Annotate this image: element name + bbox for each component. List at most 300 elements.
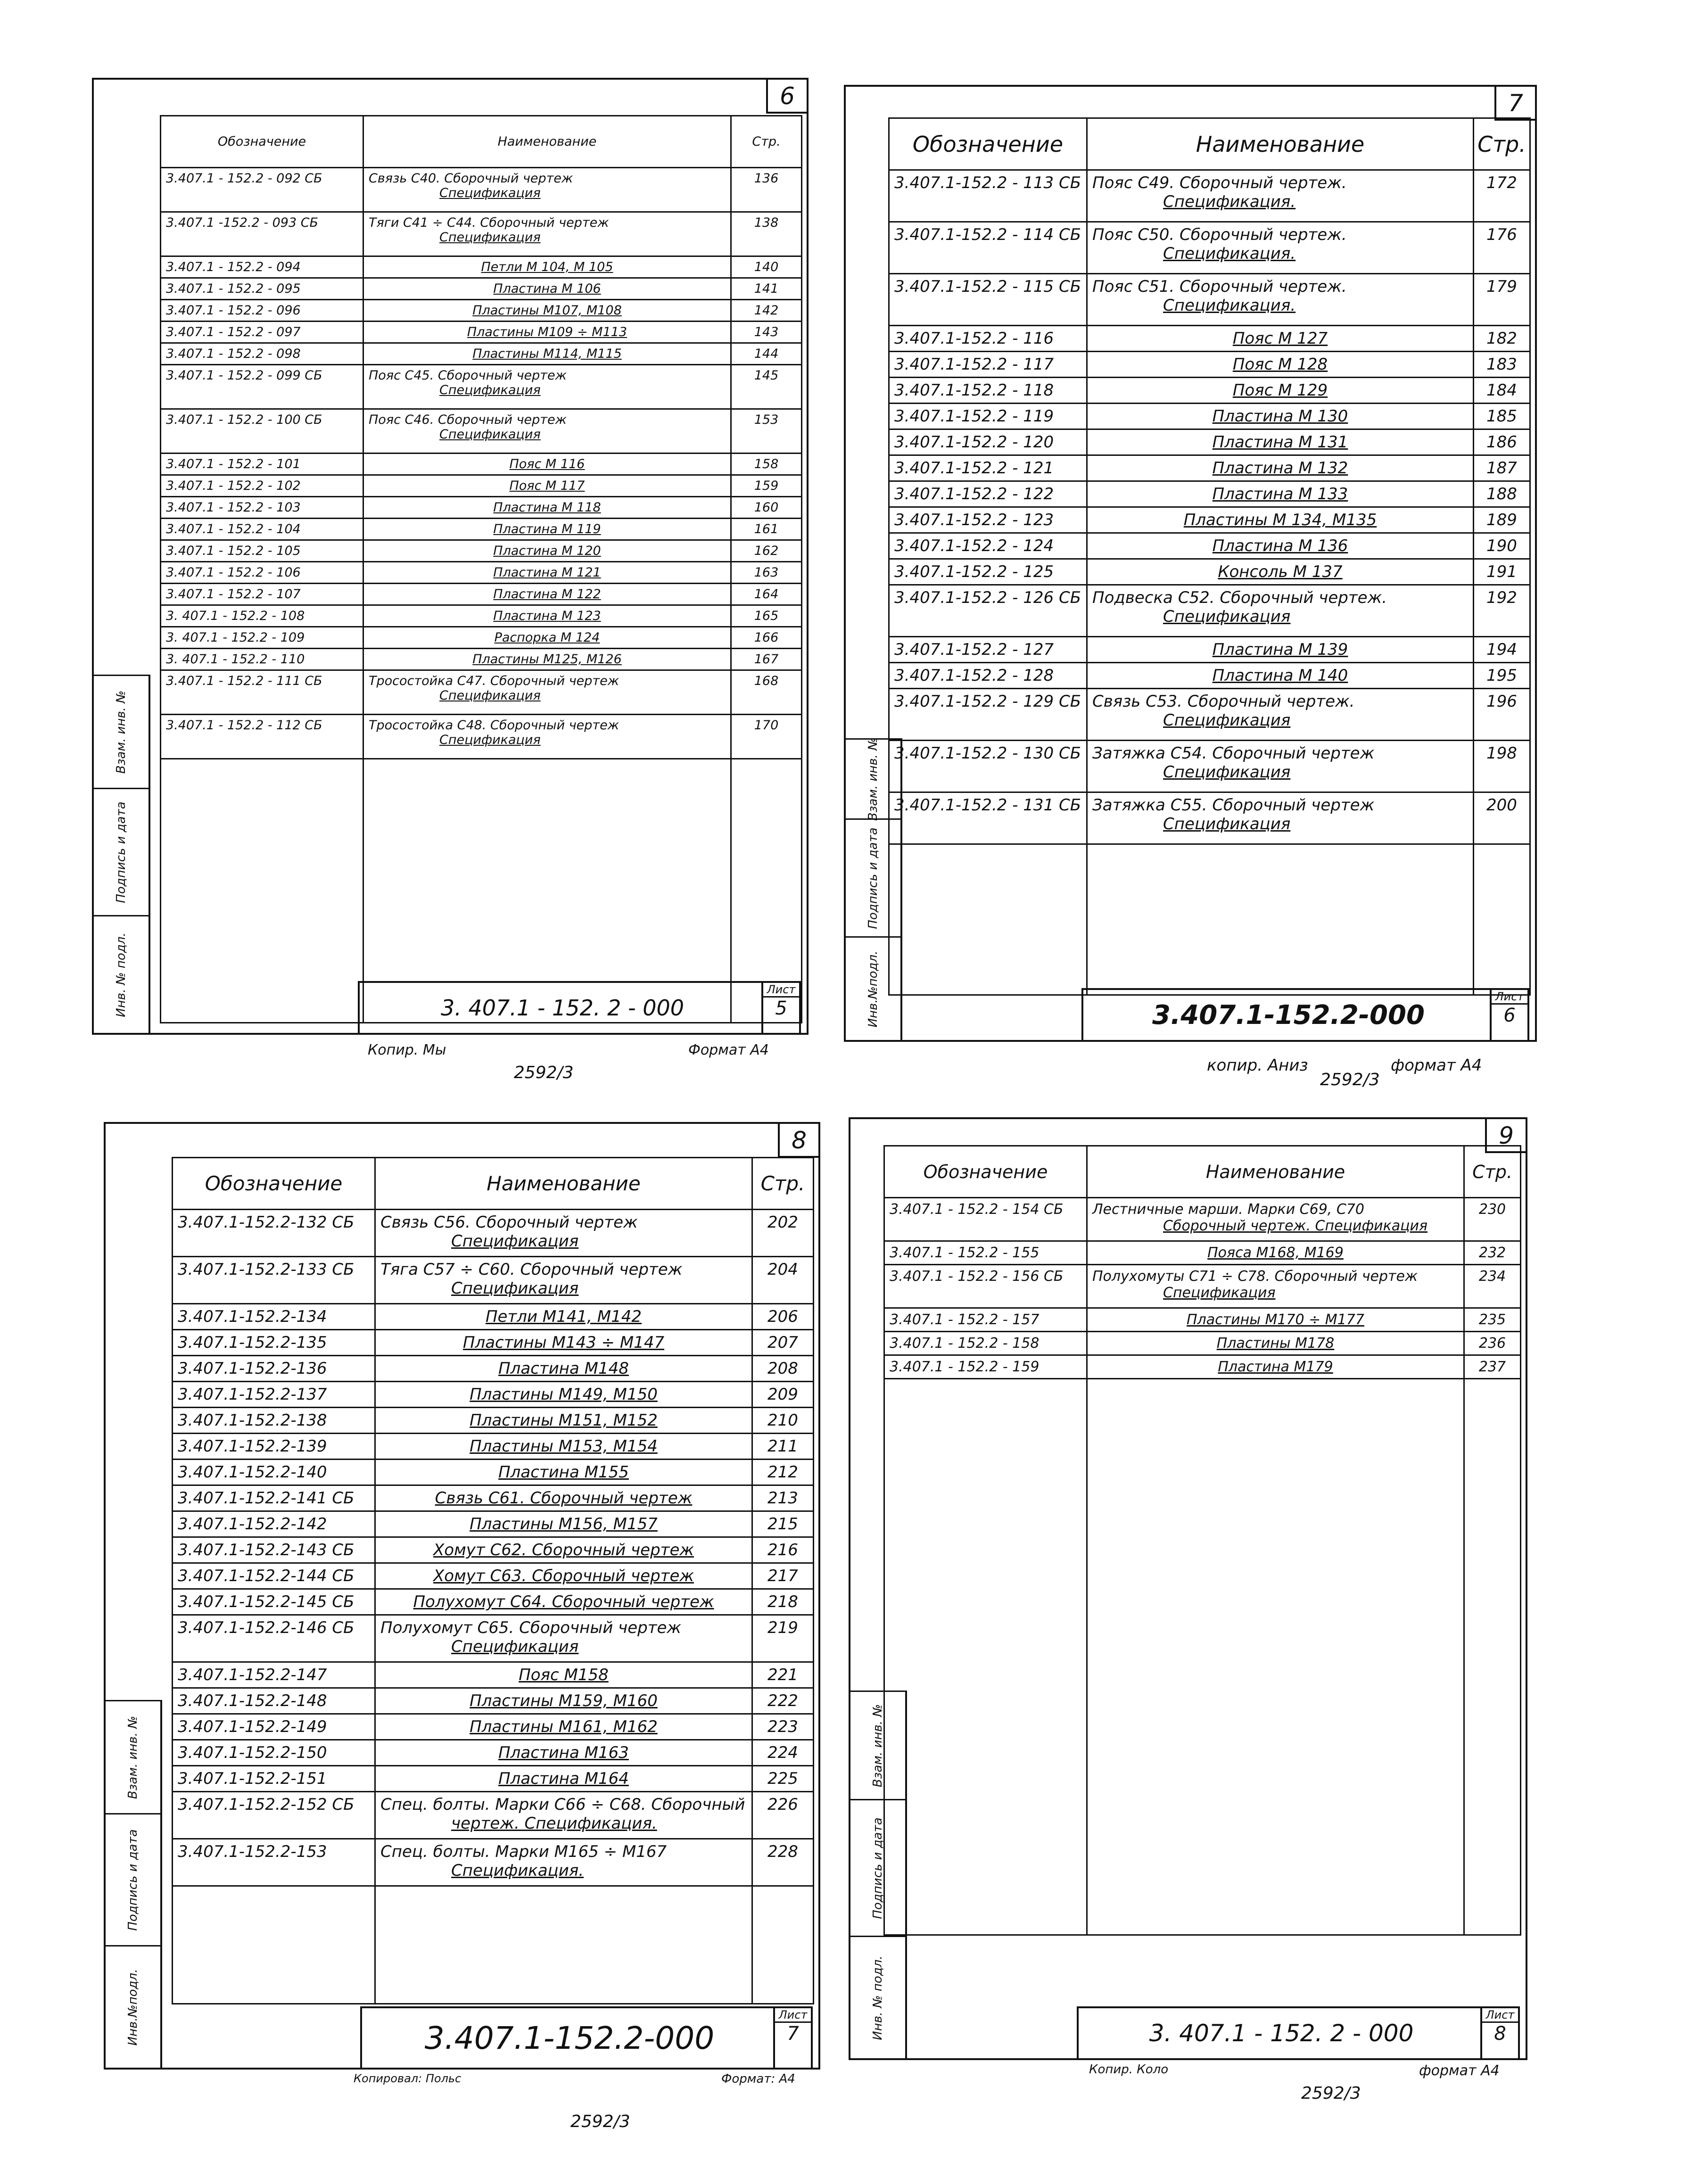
empty-row [173, 1886, 814, 2004]
cell-designation: 3.407.1-152.2-145 СБ [173, 1589, 375, 1615]
cell-page: 189 [1474, 507, 1530, 533]
cell-designation: 3.407.1 - 152.2 - 100 СБ [161, 409, 363, 454]
name-line: Пластина М 133 [1212, 485, 1348, 503]
cell-name [363, 627, 731, 649]
cell-name [1087, 663, 1474, 689]
name-line: Распорка М 124 [494, 630, 600, 645]
cell-name [363, 715, 731, 759]
name-line: Пояс С49. Сборочный чертеж. [1092, 173, 1347, 192]
cell-page: 187 [1474, 455, 1530, 481]
sheet-8 [104, 1122, 820, 2070]
name-line: Пояс М 116 [509, 457, 585, 471]
stripe-inv-subst: Взам. инв. № [850, 1691, 905, 1799]
table-row [884, 1198, 1521, 1241]
name-line: Пластина М 139 [1212, 640, 1348, 659]
table-row [161, 562, 802, 584]
name-line: Пластина М 119 [493, 522, 601, 536]
table-row [173, 1563, 814, 1589]
title-stamp [360, 2006, 813, 2068]
name-line: Консоль М 137 [1218, 562, 1343, 581]
cell-name [363, 584, 731, 605]
name-line: Пластины М170 ÷ М177 [1187, 1311, 1364, 1328]
cell-name [363, 605, 731, 627]
cell-designation: 3.407.1-152.2 - 117 [889, 352, 1087, 378]
sheet-number: 9 [1485, 1117, 1527, 1153]
cell-name [375, 1408, 752, 1434]
table-row [884, 1241, 1521, 1265]
name-line: Пояс С50. Сборочный чертеж. [1092, 225, 1347, 244]
stripe-inv-subst: Взам. инв. № [94, 675, 149, 788]
cell-name [375, 1460, 752, 1485]
col-name: Наименование [363, 116, 731, 168]
spec-table-body [889, 170, 1530, 995]
name-line: Пластина М 131 [1212, 433, 1348, 452]
col-page: Стр. [752, 1158, 814, 1210]
name-line: Тяги С41 ÷ С44. Сборочный чертеж [369, 215, 609, 230]
cell-name [363, 409, 731, 454]
name-line: Пластина М179 [1218, 1359, 1333, 1375]
name-line: Хомут С62. Сборочный чертеж [433, 1541, 694, 1559]
name-line: Тросостойка С47. Сборочный чертеж [369, 674, 619, 688]
stamp-sheet-label: Лист [1492, 990, 1527, 1005]
cell-name [375, 1330, 752, 1356]
copy-id: 2592/3 [514, 1063, 574, 1082]
header-row [884, 1146, 1521, 1198]
name-line: Тяга С57 ÷ С60. Сборочный чертеж [380, 1260, 683, 1279]
footer-copy: Копир. Мы [368, 1042, 446, 1058]
cell-designation: 3. 407.1 - 152.2 - 109 [161, 627, 363, 649]
cell-name [363, 562, 731, 584]
cell-page: 183 [1474, 352, 1530, 378]
table-row [161, 300, 802, 322]
table-row [889, 429, 1530, 455]
empty-cell [1087, 1379, 1464, 1935]
cell-page: 194 [1474, 637, 1530, 663]
empty-cell [173, 1886, 375, 2004]
copy-id: 2592/3 [1320, 1070, 1380, 1089]
cell-name [375, 1257, 752, 1304]
name-line: Связь С56. Сборочный чертеж [380, 1213, 638, 1232]
cell-page: 209 [752, 1382, 814, 1408]
empty-cell [889, 844, 1087, 995]
name-line: Пластины М114, М115 [472, 346, 622, 361]
cell-name [363, 670, 731, 715]
header-row [161, 116, 802, 168]
cell-page: 219 [752, 1615, 814, 1662]
sheet-number: 8 [778, 1122, 820, 1158]
name-line: Затяжка С54. Сборочный чертеж [1092, 744, 1375, 763]
name-line: Связь С40. Сборочный чертеж [369, 171, 573, 186]
table-row [161, 627, 802, 649]
table-row [161, 278, 802, 300]
cell-name [375, 1537, 752, 1563]
table-row [889, 170, 1530, 222]
cell-page: 217 [752, 1563, 814, 1589]
cell-designation: 3.407.1 - 152.2 - 155 [884, 1241, 1087, 1265]
cell-name [375, 1839, 752, 1886]
cell-designation: 3.407.1 - 152.2 - 099 СБ [161, 365, 363, 409]
cell-page: 188 [1474, 481, 1530, 507]
cell-name [1087, 378, 1474, 404]
name-line: Затяжка С55. Сборочный чертеж [1092, 796, 1375, 815]
stamp-sheet-box [1490, 990, 1527, 1040]
name-line: Лестничные марши. Марки С69, С70 [1092, 1201, 1364, 1218]
table-row [161, 584, 802, 605]
table-row [889, 559, 1530, 585]
empty-row [889, 844, 1530, 995]
col-page: Стр. [731, 116, 802, 168]
cell-page: 153 [731, 409, 802, 454]
name-line: Пластины М153, М154 [470, 1437, 658, 1456]
table-row [161, 212, 802, 256]
name-line: Пластина М 106 [493, 281, 601, 296]
name-line-2: Спецификация [1163, 607, 1291, 626]
name-line: Пластина М 136 [1212, 536, 1348, 555]
cell-page: 145 [731, 365, 802, 409]
name-line: Пояс М 117 [509, 478, 585, 493]
name-line: Пояса М168, М169 [1207, 1245, 1344, 1261]
col-designation: Обозначение [889, 118, 1087, 170]
name-line: Хомут С63. Сборочный чертеж [433, 1567, 694, 1585]
cell-designation: 3.407.1-152.2 - 113 СБ [889, 170, 1087, 222]
cell-designation: 3.407.1-152.2 - 126 СБ [889, 585, 1087, 637]
sheet-number: 6 [766, 78, 809, 114]
table-row [161, 365, 802, 409]
cell-name [1087, 1332, 1464, 1355]
table-row [889, 378, 1530, 404]
name-line: Спец. болты. Марки С66 ÷ С68. Сборочный [380, 1795, 745, 1814]
cell-name [375, 1382, 752, 1408]
name-line: Пластина М148 [498, 1359, 629, 1378]
name-line: Пояс С46. Сборочный чертеж [369, 412, 567, 427]
cell-designation: 3.407.1 - 152.2 - 158 [884, 1332, 1087, 1355]
cell-page: 222 [752, 1688, 814, 1714]
cell-name [363, 300, 731, 322]
cell-page: 192 [1474, 585, 1530, 637]
cell-designation: 3.407.1-152.2 - 124 [889, 533, 1087, 559]
cell-page: 235 [1464, 1308, 1521, 1332]
cell-name [1087, 170, 1474, 222]
table-row [889, 404, 1530, 429]
header-row [889, 118, 1530, 170]
name-line: Связь С53. Сборочный чертеж. [1092, 692, 1355, 711]
name-line: Пластины М156, М157 [470, 1515, 658, 1534]
name-line: Петли М 104, М 105 [481, 260, 613, 274]
cell-name [375, 1434, 752, 1460]
cell-designation: 3.407.1-152.2-153 [173, 1839, 375, 1886]
stripe-inv-orig: Инв. № подл. [94, 915, 149, 1033]
cell-designation: 3.407.1-152.2 - 122 [889, 481, 1087, 507]
cell-name [363, 454, 731, 475]
name-line: Связь С61. Сборочный чертеж [435, 1489, 693, 1508]
table-row [889, 637, 1530, 663]
stamp-sheet-number: 5 [775, 998, 787, 1019]
name-line: Пластина М 130 [1212, 407, 1348, 426]
cell-name [375, 1615, 752, 1662]
name-line: Пластина М 123 [493, 609, 601, 623]
cell-page: 202 [752, 1210, 814, 1257]
footer-format: формат А4 [1391, 1056, 1482, 1075]
empty-cell [161, 759, 363, 1023]
cell-name [375, 1356, 752, 1382]
cell-page: 236 [1464, 1332, 1521, 1355]
name-line-2: Сборочный чертеж. Спецификация [1163, 1218, 1428, 1234]
cell-name [375, 1589, 752, 1615]
sheet-9 [849, 1117, 1527, 2060]
name-line-2: Спецификация [451, 1637, 579, 1656]
stripe-inv-subst: Взам. инв. № [106, 1700, 160, 1813]
name-line-2: Спецификация [439, 383, 541, 397]
cell-designation: 3.407.1 - 152.2 - 106 [161, 562, 363, 584]
table-row [161, 343, 802, 365]
cell-designation: 3.407.1-152.2-132 СБ [173, 1210, 375, 1257]
cell-designation: 3.407.1-152.2 - 129 СБ [889, 689, 1087, 741]
spec-table [160, 115, 802, 1023]
cell-page: 141 [731, 278, 802, 300]
table-row [161, 454, 802, 475]
cell-designation: 3.407.1-152.2-149 [173, 1714, 375, 1740]
name-line: Пластина М 140 [1212, 666, 1348, 685]
cell-page: 204 [752, 1257, 814, 1304]
name-line-2: Спецификация [439, 688, 541, 703]
table-row [173, 1688, 814, 1714]
cell-designation: 3.407.1 - 152.2 - 154 СБ [884, 1198, 1087, 1241]
cell-name [375, 1688, 752, 1714]
cell-name [1087, 222, 1474, 274]
cell-name [1087, 1241, 1464, 1265]
name-line: Тросостойка С48. Сборочный чертеж [369, 718, 619, 733]
cell-designation: 3.407.1-152.2-137 [173, 1382, 375, 1408]
cell-page: 158 [731, 454, 802, 475]
cell-designation: 3.407.1-152.2 - 127 [889, 637, 1087, 663]
cell-page: 142 [731, 300, 802, 322]
table-row [173, 1304, 814, 1330]
table-row [173, 1792, 814, 1839]
name-line-2: Спецификация [439, 186, 541, 200]
name-line: Подвеска С52. Сборочный чертеж. [1092, 588, 1387, 607]
table-row [884, 1265, 1521, 1308]
table-row [173, 1330, 814, 1356]
cell-designation: 3.407.1-152.2-139 [173, 1434, 375, 1460]
name-line: Полухомуты С71 ÷ С78. Сборочный чертеж [1092, 1268, 1418, 1285]
name-line: Пластина М 118 [493, 500, 601, 515]
cell-name [363, 540, 731, 562]
cell-page: 212 [752, 1460, 814, 1485]
cell-name [375, 1714, 752, 1740]
cell-designation: 3.407.1-152.2-135 [173, 1330, 375, 1356]
cell-name [1087, 455, 1474, 481]
spec-table [883, 1145, 1521, 1936]
cell-page: 207 [752, 1330, 814, 1356]
cell-name [375, 1304, 752, 1330]
table-row [173, 1210, 814, 1257]
name-line: Пластины М161, М162 [470, 1717, 658, 1736]
footer-format: Формат: А4 [721, 2072, 795, 2086]
cell-name [1087, 326, 1474, 352]
cell-designation: 3.407.1-152.2 - 130 СБ [889, 741, 1087, 792]
table-row [161, 475, 802, 497]
cell-name [363, 497, 731, 519]
name-line: Петли М141, М142 [485, 1307, 642, 1326]
cell-page: 228 [752, 1839, 814, 1886]
name-line: Пластины М107, М108 [472, 303, 622, 318]
cell-designation: 3.407.1-152.2 - 128 [889, 663, 1087, 689]
name-line: Пластины М143 ÷ М147 [462, 1333, 665, 1352]
cell-page: 179 [1474, 274, 1530, 326]
table-row [889, 689, 1530, 741]
empty-cell [375, 1886, 752, 2004]
cell-designation: 3.407.1-152.2-150 [173, 1740, 375, 1766]
stamp-sheet-box [1480, 2008, 1518, 2058]
cell-page: 216 [752, 1537, 814, 1563]
sheet-number: 7 [1494, 85, 1537, 121]
cell-name [375, 1766, 752, 1792]
stamp-sheet-label: Лист [763, 983, 799, 998]
cell-designation: 3.407.1-152.2-133 СБ [173, 1257, 375, 1304]
table-row [161, 519, 802, 540]
table-row [889, 585, 1530, 637]
cell-page: 213 [752, 1485, 814, 1511]
cell-page: 225 [752, 1766, 814, 1792]
table-row [889, 741, 1530, 792]
table-row [173, 1589, 814, 1615]
cell-designation: 3.407.1-152.2 - 119 [889, 404, 1087, 429]
cell-page: 184 [1474, 378, 1530, 404]
table-row [889, 792, 1530, 844]
cell-designation: 3.407.1 - 152.2 - 107 [161, 584, 363, 605]
cell-page: 164 [731, 584, 802, 605]
stamp-sheet-number: 6 [1503, 1005, 1516, 1026]
cell-name [1087, 533, 1474, 559]
name-line: Пластины М151, М152 [470, 1411, 658, 1430]
stripe-sign-date: Подпись и дата [850, 1799, 905, 1936]
name-line: Пояс М 129 [1232, 381, 1328, 400]
cell-page: 230 [1464, 1198, 1521, 1241]
cell-name [375, 1792, 752, 1839]
cell-name [363, 256, 731, 278]
cell-page: 144 [731, 343, 802, 365]
table-row [161, 322, 802, 343]
name-line: Полухомут С64. Сборочный чертеж [413, 1592, 714, 1611]
cell-page: 140 [731, 256, 802, 278]
cell-page: 237 [1464, 1355, 1521, 1379]
table-row [889, 222, 1530, 274]
cell-page: 191 [1474, 559, 1530, 585]
cell-designation: 3.407.1-152.2-146 СБ [173, 1615, 375, 1662]
cell-page: 190 [1474, 533, 1530, 559]
table-row [889, 533, 1530, 559]
cell-name [1087, 404, 1474, 429]
table-row [173, 1408, 814, 1434]
name-line: Пояс М158 [519, 1666, 609, 1684]
cell-page: 160 [731, 497, 802, 519]
cell-designation: 3.407.1-152.2-134 [173, 1304, 375, 1330]
table-row [889, 274, 1530, 326]
name-line-2: Спецификация [451, 1232, 579, 1251]
name-line: Пластины М159, М160 [470, 1691, 658, 1710]
col-page: Стр. [1474, 118, 1530, 170]
table-row [161, 670, 802, 715]
cell-name [363, 278, 731, 300]
cell-page: 186 [1474, 429, 1530, 455]
cell-designation: 3.407.1-152.2-136 [173, 1356, 375, 1382]
cell-name [363, 322, 731, 343]
cell-designation: 3.407.1-152.2 - 131 СБ [889, 792, 1087, 844]
name-line: Пояс С51. Сборочный чертеж. [1092, 277, 1347, 296]
stamp-sheet-box [773, 2008, 811, 2068]
cell-page: 211 [752, 1434, 814, 1460]
cell-page: 165 [731, 605, 802, 627]
table-row [173, 1434, 814, 1460]
cell-page: 221 [752, 1662, 814, 1688]
cell-page: 200 [1474, 792, 1530, 844]
name-line-2: Спецификация [439, 733, 541, 747]
cell-page: 208 [752, 1356, 814, 1382]
name-line: Пластины М 134, М135 [1183, 511, 1377, 529]
name-line-2: Спецификация [1163, 763, 1291, 782]
cell-name [363, 475, 731, 497]
cell-page: 143 [731, 322, 802, 343]
table-row [161, 409, 802, 454]
name-line: Пластина М155 [498, 1463, 629, 1482]
title-stamp [1077, 2006, 1520, 2058]
cell-page: 206 [752, 1304, 814, 1330]
cell-designation: 3.407.1-152.2-142 [173, 1511, 375, 1537]
cell-name [375, 1740, 752, 1766]
table-row [889, 663, 1530, 689]
cell-page: 224 [752, 1740, 814, 1766]
table-row [884, 1355, 1521, 1379]
stamp-sheet-number: 8 [1494, 2023, 1506, 2045]
cell-page: 163 [731, 562, 802, 584]
name-line: Пояс М 127 [1232, 329, 1328, 348]
cell-name [363, 212, 731, 256]
col-name: Наименование [1087, 118, 1474, 170]
name-line: Полухомут С65. Сборочный чертеж [380, 1618, 682, 1637]
table-row [161, 497, 802, 519]
cell-designation: 3.407.1-152.2 - 116 [889, 326, 1087, 352]
cell-designation: 3.407.1 - 152.2 - 101 [161, 454, 363, 475]
cell-name [1087, 274, 1474, 326]
cell-name [1087, 507, 1474, 533]
name-line-2: Спецификация [1163, 711, 1291, 730]
cell-designation: 3.407.1-152.2 - 120 [889, 429, 1087, 455]
cell-name [1087, 429, 1474, 455]
cell-designation: 3.407.1 - 152.2 - 096 [161, 300, 363, 322]
table-row [889, 455, 1530, 481]
name-line-2: чертеж. Спецификация. [451, 1814, 657, 1833]
cell-name [363, 649, 731, 670]
empty-row [884, 1379, 1521, 1935]
stamp-code: 3.407.1-152.2-000 [424, 2020, 715, 2056]
cell-page: 166 [731, 627, 802, 649]
spec-table-body [161, 168, 802, 1023]
cell-name [363, 168, 731, 212]
cell-name [1087, 792, 1474, 844]
name-line: Пластина М 120 [493, 544, 601, 558]
name-line-2: Спецификация. [1163, 296, 1296, 315]
empty-cell [884, 1379, 1087, 1935]
cell-name [1087, 741, 1474, 792]
cell-designation: 3.407.1-152.2-141 СБ [173, 1485, 375, 1511]
table-row [173, 1257, 814, 1304]
name-line: Пояс С45. Сборочный чертеж [369, 368, 567, 383]
table-row [889, 481, 1530, 507]
cell-designation: 3.407.1-152.2 - 118 [889, 378, 1087, 404]
cell-designation: 3.407.1 - 152.2 - 094 [161, 256, 363, 278]
spec-table-body [173, 1210, 814, 2004]
cell-name [375, 1662, 752, 1688]
